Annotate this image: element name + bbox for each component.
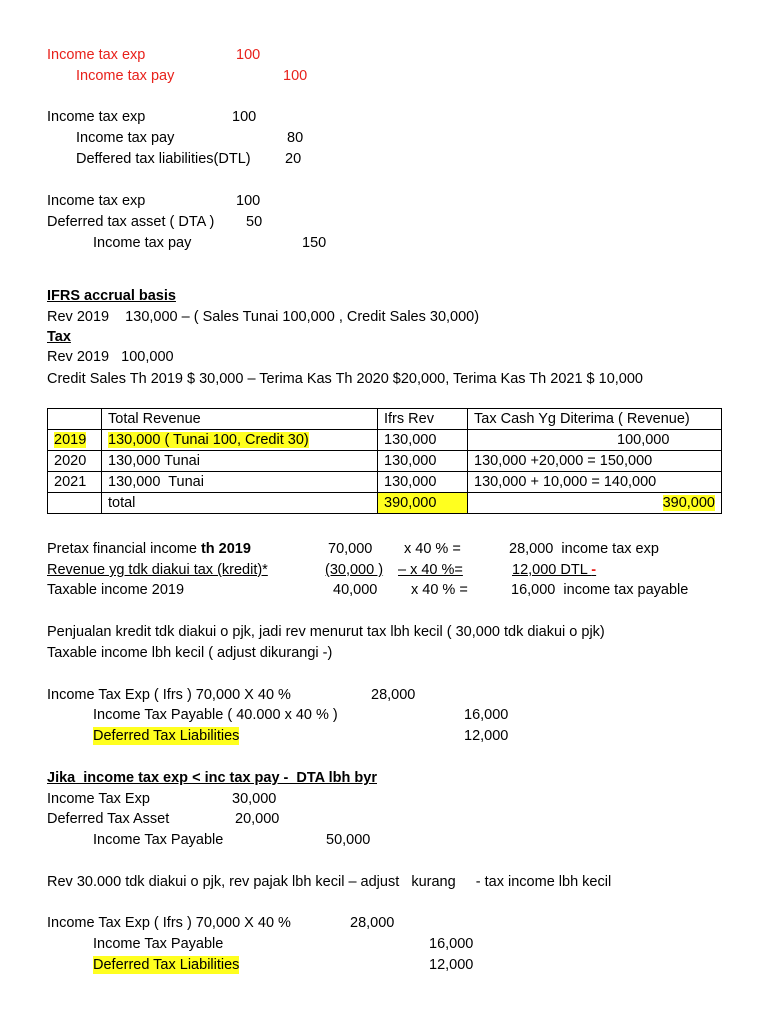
total-revenue-highlight: 130,000 ( Tunai 100, Credit 30) — [108, 432, 309, 448]
table-cell-year: 2020 — [48, 451, 102, 472]
journal1-line2-label: Income Tax Payable ( 40.000 x 40 % ) — [93, 707, 338, 723]
entry2-line2-amount: 80 — [287, 130, 304, 146]
table-cell-tax-cash: 130,000 + 10,000 = 140,000 — [468, 472, 722, 493]
tax-total-highlight: 390,000 — [662, 495, 715, 511]
note-line1: Penjualan kredit tdk diakui o pjk, jadi rev menurut tax lbh kecil ( 30,000 tdk diakui o pjk) — [47, 624, 605, 640]
ifrs-heading: IFRS accrual basis — [47, 288, 176, 304]
journal1-line1-amount: 28,000 — [371, 687, 416, 703]
ifrs-rev-line: Rev 2019 130,000 – ( Sales Tunai 100,000 , Credit Sales 30,000) — [47, 309, 480, 325]
table-cell-year: 2021 — [48, 472, 102, 493]
dta-line1-amount: 30,000 — [232, 791, 277, 807]
tax-credit-line: Credit Sales Th 2019 $ 30,000 – Terima Kas Th 2020 $20,000, Terima Kas Th 2021 $ 10,000 — [47, 371, 643, 387]
table-cell-tax-total — [468, 493, 722, 514]
table-cell-ifrs-rev: 130,000 — [378, 430, 468, 451]
entry3-line2-amount: 50 — [246, 214, 263, 230]
calc-row1-label: Pretax financial income th 2019 — [47, 541, 251, 557]
calc-row2-amount: (30,000 ) — [325, 562, 384, 578]
calc-row1-result: 28,000 income tax exp — [509, 541, 659, 557]
calc-row1-rate: x 40 % = — [404, 541, 461, 557]
table-row — [48, 451, 722, 472]
table-cell-ifrs-rev: 130,000 — [378, 451, 468, 472]
table-cell-total-revenue: 130,000 Tunai — [102, 472, 378, 493]
entry1-line2-label: Income tax pay — [76, 68, 175, 84]
entry2-line1-amount: 100 — [232, 109, 257, 125]
entry1-line1-label: Income tax exp — [47, 47, 146, 63]
table-cell-total-label: total — [102, 493, 378, 514]
calc-row3-label: Taxable income 2019 — [47, 582, 185, 598]
table-header-cell — [48, 409, 102, 430]
dta-line2-amount: 20,000 — [235, 811, 280, 827]
journal1-line1-label: Income Tax Exp ( Ifrs ) 70,000 X 40 % — [47, 687, 291, 703]
table-row — [48, 472, 722, 493]
table-header-row — [48, 409, 722, 430]
calc-row3-amount: 40,000 — [333, 582, 378, 598]
dta-line3-label: Income Tax Payable — [93, 832, 224, 848]
table-cell-year — [48, 430, 102, 451]
table-cell-tax-cash: 130,000 +20,000 = 150,000 — [468, 451, 722, 472]
calc-row2-label: Revenue yg tdk diakui tax (kredit)* — [47, 562, 268, 578]
dta-line3-amount: 50,000 — [326, 832, 371, 848]
entry3-line3-amount: 150 — [302, 235, 327, 251]
note2-line: Rev 30.000 tdk diakui o pjk, rev pajak lbh kecil – adjust kurang - tax income lbh kecil — [47, 874, 612, 890]
entry3-line1-label: Income tax exp — [47, 193, 146, 209]
entry3-line1-amount: 100 — [236, 193, 261, 209]
journal1-line3-amount: 12,000 — [464, 728, 509, 744]
year-highlight: 2019 — [54, 432, 87, 448]
journal1-line2-amount: 16,000 — [464, 707, 509, 723]
table-header-cell: Total Revenue — [102, 409, 378, 430]
entry2-line1-label: Income tax exp — [47, 109, 146, 125]
journal2-line3-label: Deferred Tax Liabilities — [93, 957, 240, 973]
journal2-line1-amount: 28,000 — [350, 915, 395, 931]
calc-row3-result: 16,000 income tax payable — [511, 582, 689, 598]
table-header-cell: Ifrs Rev — [378, 409, 468, 430]
tax-rev-line: Rev 2019 100,000 — [47, 349, 174, 365]
journal2-line2-amount: 16,000 — [429, 936, 474, 952]
table-cell-year — [48, 493, 102, 514]
calc-row1-label-bold: th 2019 — [200, 541, 251, 557]
entry2-line3-amount: 20 — [285, 151, 302, 167]
entry2-line3-label: Deffered tax liabilities(DTL) — [76, 151, 251, 167]
table-header-cell: Tax Cash Yg Diterima ( Revenue) — [468, 409, 722, 430]
revenue-table — [47, 408, 722, 514]
dta-line1-label: Income Tax Exp — [47, 791, 150, 807]
entry3-line3-label: Income tax pay — [93, 235, 192, 251]
calc-row2-rate: – x 40 %= — [398, 562, 463, 578]
entry2-line2-label: Income tax pay — [76, 130, 175, 146]
table-row — [48, 430, 722, 451]
table-cell-ifrs-rev: 130,000 — [378, 472, 468, 493]
calc-row2-result: 12,000 DTL - — [512, 562, 597, 578]
entry1-line1-amount: 100 — [236, 47, 261, 63]
dta-heading: Jika income tax exp < inc tax pay - DTA lbh byr — [47, 770, 377, 786]
calc-row2-marker: - — [591, 562, 597, 578]
journal2-line3-amount: 12,000 — [429, 957, 474, 973]
dta-line2-label: Deferred Tax Asset — [47, 811, 170, 827]
table-cell-total-revenue — [102, 430, 378, 451]
journal1-line3-label: Deferred Tax Liabilities — [93, 728, 240, 744]
journal2-line2-label: Income Tax Payable — [93, 936, 224, 952]
tax-heading: Tax — [47, 329, 71, 345]
calc-row3-rate: x 40 % = — [411, 582, 468, 598]
table-total-row — [48, 493, 722, 514]
entry1-line2-amount: 100 — [283, 68, 308, 84]
journal2-line1-label: Income Tax Exp ( Ifrs ) 70,000 X 40 % — [47, 915, 291, 931]
note-line2: Taxable income lbh kecil ( adjust dikurangi -) — [47, 645, 333, 661]
table-cell-ifrs-total: 390,000 — [378, 493, 468, 514]
calc-row1-amount: 70,000 — [328, 541, 373, 557]
table-cell-tax-cash: 100,000 — [468, 430, 722, 451]
entry3-line2-label: Deferred tax asset ( DTA ) — [47, 214, 215, 230]
table-cell-total-revenue: 130,000 Tunai — [102, 451, 378, 472]
